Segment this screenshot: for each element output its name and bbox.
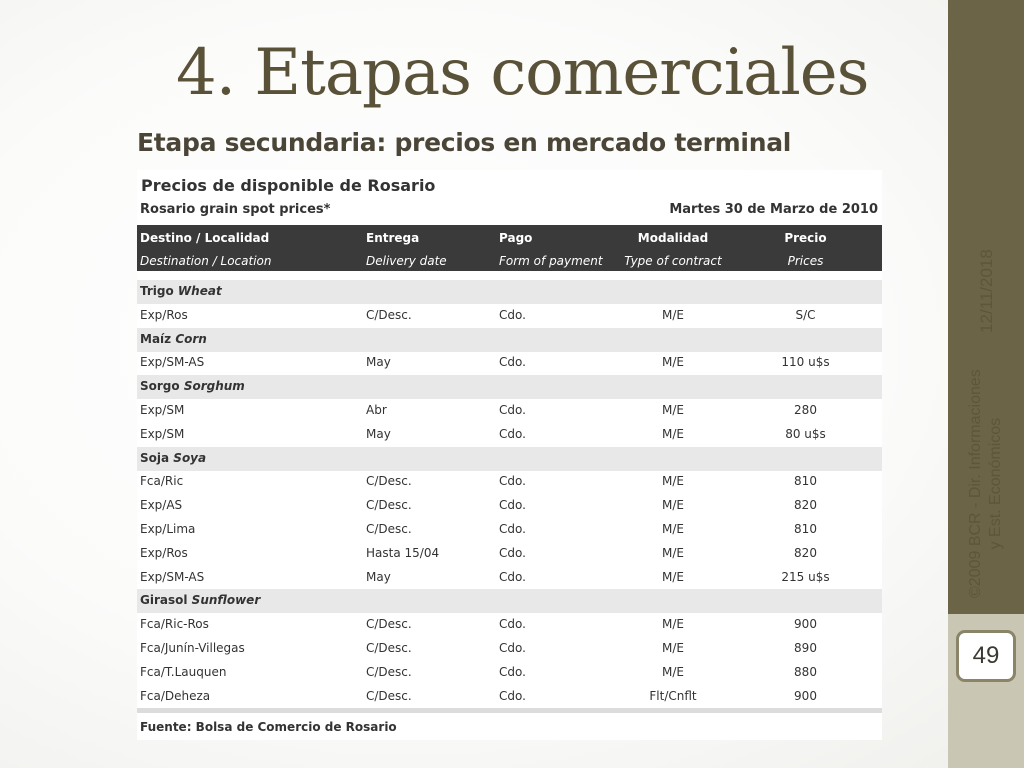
category-name-en: Wheat — [177, 284, 222, 298]
table-cell: Cdo. — [499, 545, 526, 560]
source-divider — [137, 708, 882, 713]
table-cell: 820 — [794, 498, 817, 513]
table-cell: C/Desc. — [366, 474, 412, 489]
table-cell: Exp/AS — [140, 498, 183, 513]
table-cell: M/E — [662, 641, 684, 655]
table-cell: Exp/SM-AS — [140, 355, 205, 370]
category-name: Soja — [140, 450, 170, 465]
table-cell: May — [366, 355, 391, 370]
table-cell: M/E — [662, 569, 684, 584]
table-cell: 280 — [794, 403, 817, 417]
category-name-en: Corn — [175, 331, 207, 346]
column-header: Modalidad — [637, 231, 709, 245]
category-label — [140, 451, 206, 465]
table-cell: 215 u$s — [781, 569, 830, 584]
credit-line-1: ©2009 BCR - Dir. Informaciones — [967, 369, 984, 598]
page-number: 49 — [956, 630, 1016, 682]
table-row — [137, 304, 882, 328]
table-row — [137, 494, 882, 518]
table-subheading: Rosario grain spot prices* — [140, 202, 331, 217]
table-header — [137, 225, 882, 271]
category-row — [137, 447, 882, 471]
column-header: Destino / Localidad — [140, 231, 270, 245]
table-cell: Exp/SM — [140, 403, 185, 417]
table-cell: 880 — [794, 664, 817, 679]
category-name-en: Sorghum — [183, 379, 245, 394]
table-cell: M/E — [662, 474, 684, 489]
price-table — [137, 170, 882, 740]
table-cell: Exp/Ros — [140, 307, 188, 322]
column-header-en: Delivery date — [366, 254, 447, 268]
slide-date: 12/11/2018 — [977, 249, 996, 333]
table-cell: 810 — [794, 522, 817, 536]
table-row — [137, 613, 882, 637]
category-name: Sorgo — [140, 379, 180, 394]
table-cell: Cdo. — [499, 664, 526, 679]
column-header: Entrega — [366, 231, 420, 245]
table-row — [137, 399, 882, 423]
table-row — [137, 542, 882, 566]
category-label — [140, 379, 245, 393]
column-header: Precio — [784, 231, 827, 245]
category-name-en: Soya — [173, 450, 207, 465]
table-cell: Cdo. — [499, 641, 526, 655]
slide-title: 4. Etapas comerciales — [176, 36, 869, 110]
table-row — [137, 423, 882, 447]
category-label — [140, 593, 260, 607]
table-row — [137, 470, 882, 494]
category-label — [140, 332, 207, 346]
table-row — [137, 351, 882, 375]
table-row — [137, 637, 882, 661]
table-cell: Fca/T.Lauquen — [140, 664, 227, 679]
table-cell: 820 — [794, 545, 817, 560]
slide-credit — [966, 369, 1006, 598]
table-cell: Cdo. — [499, 426, 526, 441]
table-heading: Precios de disponible de Rosario — [141, 176, 436, 195]
table-cell: 900 — [794, 617, 817, 632]
column-header-en: Form of payment — [499, 254, 603, 268]
table-cell: May — [366, 569, 391, 584]
table-cell: May — [366, 426, 391, 441]
table-cell: 110 u$s — [781, 355, 830, 370]
table-cell: C/Desc. — [366, 498, 412, 513]
table-row — [137, 661, 882, 685]
table-cell: M/E — [662, 355, 684, 370]
table-cell: Abr — [366, 403, 387, 417]
table-cell: 890 — [794, 641, 817, 655]
table-cell: M/E — [662, 426, 684, 441]
table-cell: Hasta 15/04 — [366, 545, 440, 560]
table-row — [137, 518, 882, 542]
column-header-en: Type of contract — [624, 254, 722, 268]
table-cell: 810 — [794, 474, 817, 489]
table-cell: C/Desc. — [366, 688, 412, 703]
category-row — [137, 328, 882, 352]
column-header-en: Prices — [787, 254, 824, 268]
table-cell: M/E — [662, 664, 684, 679]
table-cell: Cdo. — [499, 307, 526, 322]
table-cell: C/Desc. — [366, 522, 412, 536]
table-source: Fuente: Bolsa de Comercio de Rosario — [140, 720, 397, 734]
table-cell: M/E — [662, 545, 684, 560]
table-cell: Fca/Junín-Villegas — [140, 641, 245, 655]
table-cell: Cdo. — [499, 522, 526, 536]
table-cell: Cdo. — [499, 403, 526, 417]
table-cell: Exp/SM-AS — [140, 569, 205, 584]
table-cell: 80 u$s — [785, 426, 826, 441]
table-cell: Cdo. — [499, 688, 526, 703]
table-cell: C/Desc. — [366, 641, 412, 655]
table-cell: M/E — [662, 522, 684, 536]
category-name-en: Sunflower — [191, 593, 261, 608]
table-cell: C/Desc. — [366, 664, 412, 679]
table-cell: Cdo. — [499, 355, 526, 370]
table-cell: Exp/Lima — [140, 522, 196, 536]
slide-subtitle: Etapa secundaria: precios en mercado terminal — [137, 128, 792, 157]
category-name: Maíz — [140, 331, 172, 346]
table-cell: Fca/Ric-Ros — [140, 617, 209, 632]
table-cell: Exp/Ros — [140, 545, 188, 560]
category-row — [137, 375, 882, 399]
category-name: Trigo — [140, 284, 174, 298]
table-cell: Cdo. — [499, 617, 526, 632]
category-row — [137, 589, 882, 613]
table-cell: Cdo. — [499, 498, 526, 513]
table-cell: Flt/Cnflt — [649, 688, 697, 703]
category-row — [137, 280, 882, 304]
table-cell: C/Desc. — [366, 307, 412, 322]
table-cell: M/E — [662, 403, 684, 417]
table-cell: M/E — [662, 617, 684, 632]
category-label — [140, 284, 222, 298]
category-name: Girasol — [140, 593, 188, 608]
table-cell: C/Desc. — [366, 617, 412, 632]
table-cell: 900 — [794, 688, 817, 703]
table-cell: M/E — [662, 498, 684, 513]
table-row — [137, 685, 882, 709]
column-header-en: Destination / Location — [140, 254, 272, 268]
column-header: Pago — [499, 231, 533, 245]
table-cell: Cdo. — [499, 569, 526, 584]
credit-line-2: y Est. Económicos — [987, 417, 1004, 550]
table-cell: S/C — [795, 307, 816, 322]
table-cell: Cdo. — [499, 474, 526, 489]
table-cell: Fca/Deheza — [140, 688, 211, 703]
table-row — [137, 566, 882, 590]
table-date: Martes 30 de Marzo de 2010 — [669, 202, 878, 217]
table-cell: M/E — [662, 307, 684, 322]
table-cell: Fca/Ric — [140, 474, 184, 489]
table-cell: Exp/SM — [140, 426, 185, 441]
